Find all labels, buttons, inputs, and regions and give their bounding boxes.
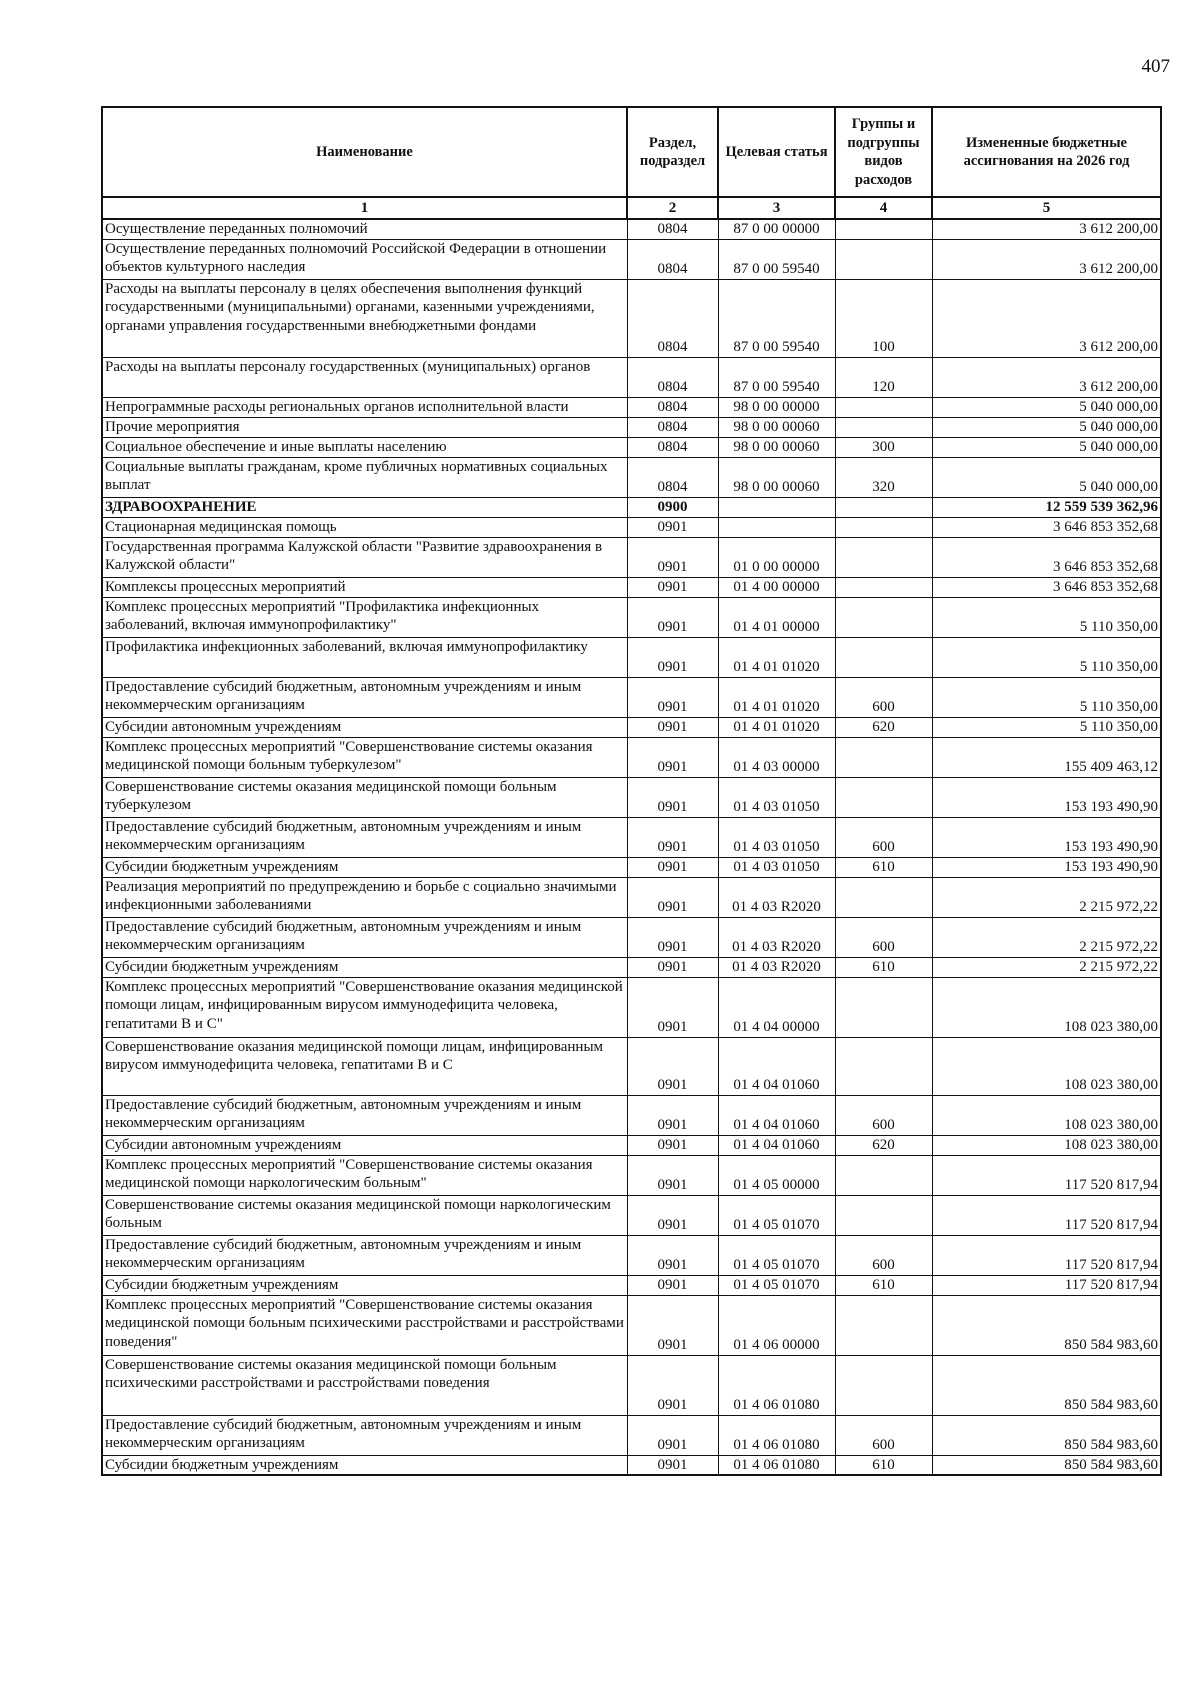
header-target-article: Целевая статья — [718, 107, 835, 197]
column-number: 2 — [627, 197, 718, 219]
row-expense-group: 600 — [835, 917, 932, 957]
table-row — [102, 239, 1161, 279]
row-name: Совершенствование системы оказания медицинской помощи больным туберкулезом — [102, 777, 627, 817]
table-row — [102, 1295, 1161, 1355]
row-section-code: 0901 — [627, 1275, 718, 1295]
table-row — [102, 437, 1161, 457]
row-target-article: 01 4 04 00000 — [718, 977, 835, 1037]
row-expense-group — [835, 397, 932, 417]
row-name: Непрограммные расходы региональных органов исполнительной власти — [102, 397, 627, 417]
row-name: Предоставление субсидий бюджетным, автономным учреждениям и иным некоммерческим организациям — [102, 817, 627, 857]
row-target-article: 01 4 04 01060 — [718, 1037, 835, 1095]
row-target-article: 01 4 05 00000 — [718, 1155, 835, 1195]
row-section-code: 0804 — [627, 279, 718, 357]
row-expense-group: 120 — [835, 357, 932, 397]
row-section-code: 0804 — [627, 417, 718, 437]
row-amount: 153 193 490,90 — [932, 777, 1161, 817]
row-expense-group — [835, 977, 932, 1037]
row-target-article: 87 0 00 59540 — [718, 279, 835, 357]
row-expense-group — [835, 537, 932, 577]
row-section-code: 0901 — [627, 857, 718, 877]
row-target-article: 87 0 00 59540 — [718, 239, 835, 279]
row-name: Профилактика инфекционных заболеваний, включая иммунопрофилактику — [102, 637, 627, 677]
row-expense-group: 600 — [835, 1095, 932, 1135]
row-section-code: 0901 — [627, 877, 718, 917]
row-section-code: 0901 — [627, 577, 718, 597]
row-target-article: 01 4 06 01080 — [718, 1415, 835, 1455]
row-expense-group: 600 — [835, 1415, 932, 1455]
row-section-code: 0901 — [627, 677, 718, 717]
row-expense-group — [835, 1195, 932, 1235]
row-section-code: 0901 — [627, 1295, 718, 1355]
row-expense-group — [835, 497, 932, 517]
row-amount: 108 023 380,00 — [932, 977, 1161, 1037]
row-section-code: 0901 — [627, 517, 718, 537]
row-section-code: 0901 — [627, 1415, 718, 1455]
table-row — [102, 1195, 1161, 1235]
row-name: Государственная программа Калужской области "Развитие здравоохранения в Калужской области" — [102, 537, 627, 577]
row-target-article: 01 4 06 01080 — [718, 1355, 835, 1415]
row-name: Социальное обеспечение и иные выплаты населению — [102, 437, 627, 457]
row-name: Субсидии бюджетным учреждениям — [102, 1275, 627, 1295]
table-row — [102, 577, 1161, 597]
row-target-article: 98 0 00 00060 — [718, 457, 835, 497]
row-expense-group — [835, 417, 932, 437]
row-amount: 117 520 817,94 — [932, 1235, 1161, 1275]
row-target-article: 01 4 03 00000 — [718, 737, 835, 777]
row-target-article: 01 0 00 00000 — [718, 537, 835, 577]
row-section-code: 0901 — [627, 917, 718, 957]
table-row — [102, 917, 1161, 957]
row-amount: 3 646 853 352,68 — [932, 537, 1161, 577]
column-number: 1 — [102, 197, 627, 219]
row-amount: 3 612 200,00 — [932, 357, 1161, 397]
table-row — [102, 977, 1161, 1037]
row-expense-group: 610 — [835, 1455, 932, 1475]
row-name: Расходы на выплаты персоналу государственных (муниципальных) органов — [102, 357, 627, 397]
table-row — [102, 219, 1161, 239]
row-amount: 5 040 000,00 — [932, 437, 1161, 457]
row-target-article: 98 0 00 00060 — [718, 417, 835, 437]
row-section-code: 0901 — [627, 977, 718, 1037]
row-expense-group — [835, 577, 932, 597]
table-row — [102, 1037, 1161, 1095]
row-target-article: 01 4 05 01070 — [718, 1235, 835, 1275]
row-name: Предоставление субсидий бюджетным, автономным учреждениям и иным некоммерческим организациям — [102, 1235, 627, 1275]
row-amount: 108 023 380,00 — [932, 1135, 1161, 1155]
table-row — [102, 877, 1161, 917]
row-section-code: 0901 — [627, 1455, 718, 1475]
row-expense-group — [835, 1155, 932, 1195]
column-number: 5 — [932, 197, 1161, 219]
row-amount: 12 559 539 362,96 — [932, 497, 1161, 517]
row-expense-group — [835, 777, 932, 817]
row-name: Совершенствование оказания медицинской помощи лицам, инфицированным вирусом иммунодефицита человека, гепатитами B и C — [102, 1037, 627, 1095]
table-row — [102, 357, 1161, 397]
header-expense-groups: Группы и подгруппы видов расходов — [835, 107, 932, 197]
row-amount: 5 040 000,00 — [932, 417, 1161, 437]
table-row — [102, 737, 1161, 777]
table-row — [102, 857, 1161, 877]
table-row — [102, 1235, 1161, 1275]
row-amount: 3 646 853 352,68 — [932, 517, 1161, 537]
row-section-code: 0901 — [627, 597, 718, 637]
row-target-article: 01 4 03 01050 — [718, 857, 835, 877]
row-expense-group — [835, 1355, 932, 1415]
row-target-article: 01 4 04 01060 — [718, 1095, 835, 1135]
row-amount: 5 110 350,00 — [932, 597, 1161, 637]
row-amount: 2 215 972,22 — [932, 957, 1161, 977]
table-row — [102, 597, 1161, 637]
row-amount: 2 215 972,22 — [932, 917, 1161, 957]
table-row — [102, 397, 1161, 417]
row-name: Прочие мероприятия — [102, 417, 627, 437]
row-target-article: 01 4 03 01050 — [718, 777, 835, 817]
table-row — [102, 817, 1161, 857]
row-section-code: 0901 — [627, 637, 718, 677]
row-name: Комплекс процессных мероприятий "Совершенствование системы оказания медицинской помощи больным туберкулезом" — [102, 737, 627, 777]
table-row — [102, 777, 1161, 817]
row-section-code: 0901 — [627, 737, 718, 777]
header-name: Наименование — [102, 107, 627, 197]
row-name: Реализация мероприятий по предупреждению и борьбе с социально значимыми инфекционными заболеваниями — [102, 877, 627, 917]
row-expense-group: 610 — [835, 1275, 932, 1295]
table-row — [102, 717, 1161, 737]
header-section: Раздел, подраздел — [627, 107, 718, 197]
table-row — [102, 1355, 1161, 1415]
row-name: Комплексы процессных мероприятий — [102, 577, 627, 597]
row-section-code: 0901 — [627, 1135, 718, 1155]
row-target-article: 87 0 00 00000 — [718, 219, 835, 239]
row-target-article — [718, 517, 835, 537]
row-name: Субсидии автономным учреждениям — [102, 1135, 627, 1155]
row-target-article: 01 4 05 01070 — [718, 1195, 835, 1235]
row-expense-group — [835, 877, 932, 917]
row-amount: 3 612 200,00 — [932, 219, 1161, 239]
row-name: Предоставление субсидий бюджетным, автономным учреждениям и иным некоммерческим организациям — [102, 1415, 627, 1455]
row-amount: 850 584 983,60 — [932, 1295, 1161, 1355]
row-expense-group — [835, 597, 932, 637]
table-row — [102, 457, 1161, 497]
column-number: 4 — [835, 197, 932, 219]
row-amount: 850 584 983,60 — [932, 1415, 1161, 1455]
table-row — [102, 637, 1161, 677]
row-amount: 3 612 200,00 — [932, 279, 1161, 357]
row-section-code: 0901 — [627, 777, 718, 817]
table-row — [102, 1135, 1161, 1155]
page-number: 407 — [1141, 56, 1170, 77]
row-name: ЗДРАВООХРАНЕНИЕ — [102, 497, 627, 517]
row-target-article: 98 0 00 00000 — [718, 397, 835, 417]
row-name: Совершенствование системы оказания медицинской помощи больным психическими расстройствами и расстройствами поведения — [102, 1355, 627, 1415]
row-name: Осуществление переданных полномочий Российской Федерации в отношении объектов культурного наследия — [102, 239, 627, 279]
row-expense-group — [835, 517, 932, 537]
row-amount: 3 612 200,00 — [932, 239, 1161, 279]
row-expense-group: 620 — [835, 1135, 932, 1155]
header-amount: Измененные бюджетные ассигнования на 2026 год — [932, 107, 1161, 197]
row-expense-group: 620 — [835, 717, 932, 737]
row-name: Субсидии бюджетным учреждениям — [102, 1455, 627, 1475]
table-row — [102, 1095, 1161, 1135]
row-amount: 153 193 490,90 — [932, 817, 1161, 857]
row-expense-group: 610 — [835, 857, 932, 877]
row-target-article — [718, 497, 835, 517]
row-name: Совершенствование системы оказания медицинской помощи наркологическим больным — [102, 1195, 627, 1235]
row-expense-group: 300 — [835, 437, 932, 457]
row-amount: 117 520 817,94 — [932, 1275, 1161, 1295]
row-amount: 850 584 983,60 — [932, 1355, 1161, 1415]
row-section-code: 0901 — [627, 717, 718, 737]
row-target-article: 01 4 03 R2020 — [718, 917, 835, 957]
table-row — [102, 417, 1161, 437]
row-name: Комплекс процессных мероприятий "Совершенствование системы оказания медицинской помощи больным психическими расстройствами и расстройствами поведения" — [102, 1295, 627, 1355]
row-name: Субсидии автономным учреждениям — [102, 717, 627, 737]
row-name: Осуществление переданных полномочий — [102, 219, 627, 239]
row-expense-group — [835, 737, 932, 777]
table-body — [102, 219, 1161, 1475]
row-section-code: 0901 — [627, 1095, 718, 1135]
row-section-code: 0804 — [627, 457, 718, 497]
row-section-code: 0901 — [627, 1037, 718, 1095]
row-amount: 5 110 350,00 — [932, 677, 1161, 717]
row-expense-group — [835, 1037, 932, 1095]
row-section-code: 0804 — [627, 397, 718, 417]
column-number-row — [102, 197, 1161, 219]
row-target-article: 98 0 00 00060 — [718, 437, 835, 457]
row-expense-group: 600 — [835, 1235, 932, 1275]
row-expense-group — [835, 1295, 932, 1355]
row-target-article: 01 4 00 00000 — [718, 577, 835, 597]
row-target-article: 01 4 05 01070 — [718, 1275, 835, 1295]
row-expense-group — [835, 637, 932, 677]
row-section-code: 0901 — [627, 1155, 718, 1195]
row-target-article: 01 4 01 01020 — [718, 677, 835, 717]
row-section-code: 0804 — [627, 239, 718, 279]
row-amount: 5 110 350,00 — [932, 717, 1161, 737]
row-section-code: 0901 — [627, 1195, 718, 1235]
row-amount: 5 110 350,00 — [932, 637, 1161, 677]
row-name: Предоставление субсидий бюджетным, автономным учреждениям и иным некоммерческим организациям — [102, 1095, 627, 1135]
row-amount: 117 520 817,94 — [932, 1155, 1161, 1195]
row-target-article: 01 4 06 00000 — [718, 1295, 835, 1355]
row-target-article: 01 4 03 R2020 — [718, 957, 835, 977]
row-amount: 155 409 463,12 — [932, 737, 1161, 777]
table-row — [102, 537, 1161, 577]
row-target-article: 01 4 03 R2020 — [718, 877, 835, 917]
row-section-code: 0804 — [627, 219, 718, 239]
row-section-code: 0901 — [627, 1355, 718, 1415]
table-row — [102, 279, 1161, 357]
row-name: Комплекс процессных мероприятий "Совершенствование системы оказания медицинской помощи наркологическим больным" — [102, 1155, 627, 1195]
table-row — [102, 1275, 1161, 1295]
row-target-article: 01 4 06 01080 — [718, 1455, 835, 1475]
row-expense-group: 600 — [835, 677, 932, 717]
table-row — [102, 1415, 1161, 1455]
row-expense-group — [835, 219, 932, 239]
row-section-code: 0901 — [627, 1235, 718, 1275]
row-expense-group: 320 — [835, 457, 932, 497]
row-expense-group: 600 — [835, 817, 932, 857]
row-name: Социальные выплаты гражданам, кроме публичных нормативных социальных выплат — [102, 457, 627, 497]
budget-allocation-table — [101, 106, 1162, 1476]
row-name: Расходы на выплаты персоналу в целях обеспечения выполнения функций государственными (муниципальными) органами, казенными учреждениями, органами управления государственными внебюджетными фондами — [102, 279, 627, 357]
row-name: Предоставление субсидий бюджетным, автономным учреждениям и иным некоммерческим организациям — [102, 677, 627, 717]
table-row — [102, 1155, 1161, 1195]
row-amount: 850 584 983,60 — [932, 1455, 1161, 1475]
row-expense-group — [835, 239, 932, 279]
row-amount: 153 193 490,90 — [932, 857, 1161, 877]
row-amount: 5 040 000,00 — [932, 397, 1161, 417]
row-name: Комплекс процессных мероприятий "Совершенствование оказания медицинской помощи лицам, инфицированным вирусом иммунодефицита человека, гепатитами B и C" — [102, 977, 627, 1037]
row-name: Комплекс процессных мероприятий "Профилактика инфекционных заболеваний, включая иммунопрофилактику" — [102, 597, 627, 637]
row-expense-group: 100 — [835, 279, 932, 357]
row-section-code: 0804 — [627, 437, 718, 457]
table-row — [102, 497, 1161, 517]
row-expense-group: 610 — [835, 957, 932, 977]
row-name: Субсидии бюджетным учреждениям — [102, 857, 627, 877]
row-amount: 2 215 972,22 — [932, 877, 1161, 917]
row-name: Предоставление субсидий бюджетным, автономным учреждениям и иным некоммерческим организациям — [102, 917, 627, 957]
row-target-article: 01 4 01 00000 — [718, 597, 835, 637]
table-row — [102, 517, 1161, 537]
column-number: 3 — [718, 197, 835, 219]
table-row — [102, 677, 1161, 717]
row-amount: 117 520 817,94 — [932, 1195, 1161, 1235]
row-amount: 108 023 380,00 — [932, 1095, 1161, 1135]
row-target-article: 87 0 00 59540 — [718, 357, 835, 397]
row-name: Субсидии бюджетным учреждениям — [102, 957, 627, 977]
table-header-row — [102, 107, 1161, 197]
row-section-code: 0804 — [627, 357, 718, 397]
row-amount: 108 023 380,00 — [932, 1037, 1161, 1095]
row-target-article: 01 4 03 01050 — [718, 817, 835, 857]
row-section-code: 0901 — [627, 537, 718, 577]
row-name: Стационарная медицинская помощь — [102, 517, 627, 537]
row-section-code: 0901 — [627, 957, 718, 977]
table-row — [102, 957, 1161, 977]
row-amount: 3 646 853 352,68 — [932, 577, 1161, 597]
row-target-article: 01 4 04 01060 — [718, 1135, 835, 1155]
row-target-article: 01 4 01 01020 — [718, 637, 835, 677]
row-section-code: 0900 — [627, 497, 718, 517]
row-target-article: 01 4 01 01020 — [718, 717, 835, 737]
row-section-code: 0901 — [627, 817, 718, 857]
table-row — [102, 1455, 1161, 1475]
row-amount: 5 040 000,00 — [932, 457, 1161, 497]
